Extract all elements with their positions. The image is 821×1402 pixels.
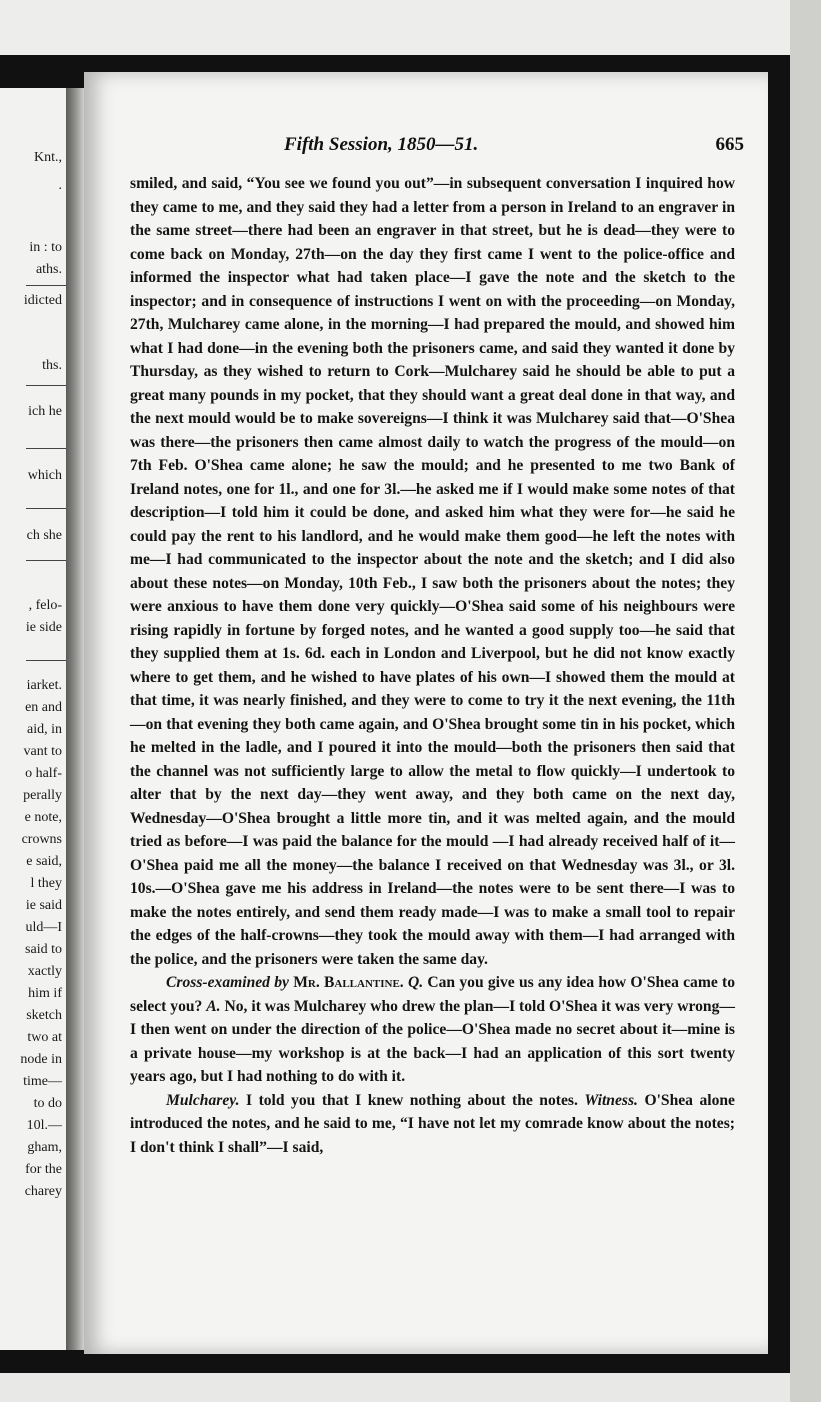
counsel-name: Mr. Ballantine.	[293, 974, 404, 991]
left-page-line: said to	[25, 942, 62, 957]
scan-top-margin	[0, 0, 790, 55]
left-page-line: sketch	[26, 1008, 62, 1023]
left-page-line: l they	[30, 876, 62, 891]
left-page-line: aid, in	[27, 722, 62, 737]
left-page-fragment	[0, 88, 66, 1350]
left-page-line: Knt.,	[34, 150, 62, 165]
left-page-line: ie said	[25, 898, 62, 913]
body-text	[130, 172, 735, 1159]
left-page-rule	[26, 660, 66, 661]
answer-text: No, it was Mulcharey who drew the plan—I told O'Shea it was very wrong—I then went on under the direction of the police—O'Shea made no secret about it—mine is a private house—my workshop is at the back—I had an application of this sort twenty years ago, but I had nothing to do with it.	[130, 997, 735, 1085]
mulcharey-statement: I told you that I knew nothing about the notes.	[246, 1091, 578, 1109]
scan-right-margin	[790, 0, 821, 1402]
left-page-rule	[26, 285, 66, 286]
cross-examined-label: Cross-examined by	[166, 974, 289, 991]
left-page-line: ich he	[28, 404, 62, 419]
left-page-rule	[26, 560, 66, 561]
question-marker: Q.	[407, 974, 424, 991]
left-page-line: en and	[25, 700, 62, 715]
witness-statement: O'Shea alone introduced the notes, and he said to me, “I have not let my comrade know about the notes; I don't think I shall”—I said,	[130, 1091, 735, 1156]
left-page-line: 10l.—	[26, 1118, 62, 1133]
left-page-line: time—	[23, 1074, 62, 1089]
paragraph-cross-examination	[130, 971, 735, 1089]
speaker-mulcharey: Mulcharey.	[166, 1091, 240, 1109]
left-page-line: gham,	[27, 1140, 62, 1155]
left-page-line: vant to	[23, 744, 62, 759]
left-page-line: iarket.	[26, 678, 62, 693]
left-page-line: e note,	[24, 810, 62, 825]
left-page-line: aths.	[35, 262, 62, 277]
left-page-line: charey	[24, 1184, 62, 1199]
left-page-line: uld—I	[25, 920, 62, 935]
left-page-rule	[26, 448, 66, 449]
left-page-line: ths.	[42, 358, 62, 373]
left-page-line: o half-	[25, 766, 62, 781]
left-page-line: .	[58, 178, 62, 193]
paragraph-mulcharey	[130, 1089, 735, 1160]
speaker-witness: Witness.	[584, 1091, 638, 1109]
left-page-line: xactly	[27, 964, 62, 979]
left-page-line: ch she	[26, 528, 62, 543]
page-number: 665	[715, 134, 744, 155]
paragraph-testimony: smiled, and said, “You see we found you out”—in subsequent conversation I inquired how they came to me, and they said they had a letter from a person in Ireland to an engraver in the same street—there had been an engraver in that street, but he is dead—they were to come back on Monday, 27th—on the day they first came I went to the police-office and informed the inspector what had taken place—I gave the note and the sketch to the inspector; and in consequence of instructions I went on with the proceeding—on Monday, 27th, Mulcharey came alone, in the morning—I had prepared the mould, and showed him what I had done—in the evening both the prisoners came, and said they wanted it done by Thursday, as they wished to return to Cork—Mulcharey said he should be able to put a great many pounds in my pocket, that they should want a great deal done in that way, and the next mould would be to make sovereigns—I think it was Mulcharey said that—O'Shea was there—the prisoners then came almost daily to watch the progress of the mould—on 7th Feb. O'Shea came alone; he saw the mould; and he presented to me two Bank of Ireland notes, one for 1l., and one for 3l.—he asked me if I would make some notes of that description—I told him it could be done, and asked him what they were for—he said he could pay the rent to his landlord, and he would make them good—he left the notes with me—I had communicated to the inspector about the note and the sketch; and I did also about these notes—on Monday, 10th Feb., I saw both the prisoners about the notes; they were anxious to have them done very quickly—O'Shea said some of his neighbours were rising rapidly in fortune by forged notes, and he wanted a good supply too—he said that they supplied them at 1s. 6d. each in London and Liverpool, but he did not know exactly where to get them, and he wished to have plates of his own—I showed them the mould at that time, it was nearly finished, and they were to come to try it the next evening, the 11th—on that evening they both came again, and O'Shea brought some tin in his pocket, which he melted in the ladle, and I poured it into the mould—both the prisoners then said that the channel was not sufficiently large to allow the metal to flow quickly—I undertook to alter that by the next day—they went away, and they both came on the next day, Wednesday—O'Shea brought a little more tin, and it was melted again, and the mould tried as before—I was paid the balance for the mould —I had already received half of it—O'Shea paid me all the money—the balance I received on that Wednesday was 3l., or 3l. 10s.—O'Shea gave me his address in Ireland—the notes were to be sent there—I was to make the notes entirely, and send them ready made—I was to make a small tool to repair the edges of the half-crowns—they took the mould away with them—I had arranged with the police, and the prisoners were taken the same day.	[130, 175, 735, 968]
left-page-line: to do	[33, 1096, 62, 1111]
book-gutter	[66, 88, 84, 1350]
left-page-line: perally	[23, 788, 62, 803]
left-page-line: node in	[20, 1052, 62, 1067]
left-page-rule	[26, 385, 66, 386]
left-page-line: , felo-	[28, 598, 62, 613]
running-head	[284, 134, 744, 162]
left-page-line: crowns	[21, 832, 62, 847]
left-page-line: two at	[27, 1030, 62, 1045]
question-text: Can you give us any idea how O'Shea came to select you?	[130, 974, 735, 1015]
right-page	[84, 72, 768, 1354]
left-page-line: which	[27, 468, 62, 483]
left-page-line: idicted	[23, 293, 62, 308]
left-page-line: ie side	[25, 620, 62, 635]
left-page-line: him if	[28, 986, 62, 1001]
left-page-line: in : to	[29, 240, 62, 255]
running-title: Fifth Session, 1850—51.	[284, 134, 479, 155]
left-page-line: e said,	[26, 854, 62, 869]
answer-marker: A.	[206, 997, 221, 1015]
left-page-rule	[26, 508, 66, 509]
left-page-line: for the	[25, 1162, 62, 1177]
